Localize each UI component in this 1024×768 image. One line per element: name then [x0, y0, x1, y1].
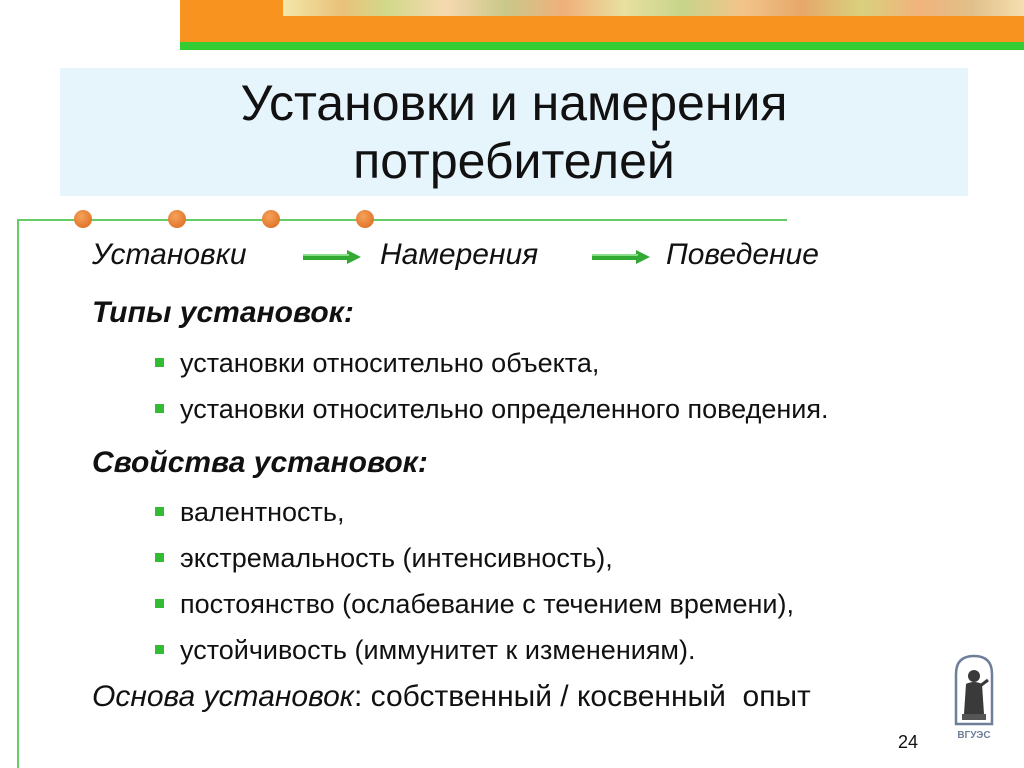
slide-title: Установки и намерения потребителей — [240, 75, 788, 189]
decorative-dot — [262, 210, 280, 228]
list-item — [152, 581, 794, 627]
list-item-text: валентность, — [180, 497, 345, 527]
decorative-dot — [356, 210, 374, 228]
list-item — [152, 627, 794, 673]
basis-line — [92, 680, 811, 714]
properties-heading: Свойства установок: — [92, 446, 428, 479]
header-decoration-orange-left — [180, 0, 283, 16]
types-heading: Типы установок: — [92, 296, 354, 329]
title-panel — [60, 68, 968, 196]
list-item-text: установки относительно определенного поведения. — [180, 394, 829, 424]
square-bullet-icon — [155, 553, 164, 562]
list-item-text: устойчивость (иммунитет к изменениям). — [180, 635, 696, 665]
flow-step-behavior: Поведение — [666, 238, 819, 271]
page-number: 24 — [898, 732, 919, 752]
flow-step-intentions: Намерения — [380, 238, 539, 271]
header-photo-strip — [283, 0, 1024, 16]
list-item-text: установки относительно объекта, — [180, 348, 600, 378]
types-list — [152, 340, 829, 432]
list-item — [152, 386, 829, 432]
header-decoration-green-bar — [180, 42, 1024, 50]
flow-step-attitudes: Установки — [92, 238, 247, 271]
arrow-right-icon — [303, 250, 361, 264]
list-item — [152, 489, 794, 535]
decorative-dot — [74, 210, 92, 228]
properties-list — [152, 489, 794, 673]
list-item-text: экстремальность (интенсивность), — [180, 543, 613, 573]
list-item — [152, 535, 794, 581]
square-bullet-icon — [155, 404, 164, 413]
logo-text: ВГУЭС — [957, 730, 991, 741]
square-bullet-icon — [155, 358, 164, 367]
frame-line-vertical — [17, 219, 19, 768]
list-item — [152, 340, 829, 386]
header-decoration-orange-bar — [180, 16, 1024, 42]
list-item-text: постоянство (ослабевание с течением времени), — [180, 589, 794, 619]
square-bullet-icon — [155, 507, 164, 516]
basis-label: Основа установок — [92, 680, 354, 713]
square-bullet-icon — [155, 645, 164, 654]
basis-text: : собственный / косвенный опыт — [353, 680, 811, 713]
university-logo-icon — [950, 652, 998, 742]
arrow-right-icon — [592, 250, 650, 264]
frame-line-horizontal — [17, 219, 787, 221]
square-bullet-icon — [155, 599, 164, 608]
decorative-dot — [168, 210, 186, 228]
